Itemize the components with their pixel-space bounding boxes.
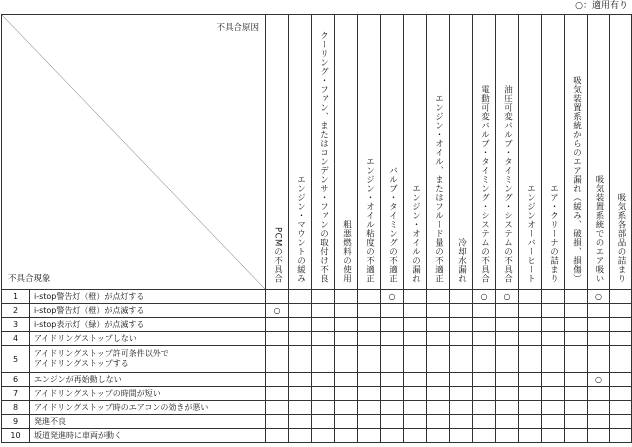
cause-column-header [266,15,289,290]
empty-cell [312,346,335,373]
empty-cell [610,401,632,415]
empty-cell [542,415,565,429]
empty-cell [565,290,588,304]
symptom-text: i-stop表示灯（緑）が点滅する [30,318,266,332]
empty-cell [312,304,335,318]
empty-cell [335,387,358,401]
empty-cell [496,332,519,346]
empty-cell [588,332,610,346]
empty-cell [542,346,565,373]
cause-column-label: 吸気装置系統からのエア漏れ（緩み、破損、損傷） [571,76,582,283]
cause-axis-label: 不具合原因 [216,23,259,33]
empty-cell [427,429,450,443]
row-number: 10 [2,429,30,443]
cause-column-label: エンジン・オイルの漏れ [410,184,421,283]
empty-cell [519,332,542,346]
empty-cell [496,304,519,318]
empty-cell [450,415,473,429]
empty-cell [358,429,381,443]
row-number: 9 [2,415,30,429]
empty-cell [473,401,496,415]
empty-cell [610,415,632,429]
empty-cell [519,373,542,387]
empty-cell [381,415,404,429]
empty-cell [450,401,473,415]
empty-cell [335,304,358,318]
empty-cell [312,332,335,346]
empty-cell [266,415,289,429]
empty-cell [496,401,519,415]
cause-column-label: 吸気装置系統でのエア吸い [594,175,604,283]
symptom-text: i-stop警告灯（橙）が点滅する [30,304,266,318]
empty-cell [610,373,632,387]
empty-cell [473,373,496,387]
empty-cell [519,290,542,304]
empty-cell [610,290,632,304]
cause-column-header [358,15,381,290]
cause-column-label: エア・クリーナの詰まり [548,184,559,283]
empty-cell [358,318,381,332]
empty-cell [450,429,473,443]
cause-column-label: 吸気系各部品の詰まり [616,193,626,283]
empty-cell [588,415,610,429]
cause-column-header [473,15,496,290]
symptom-rows [2,290,632,443]
empty-cell [610,429,632,443]
empty-cell [565,387,588,401]
cause-column-header [610,15,632,290]
empty-cell [588,318,610,332]
empty-cell [404,387,427,401]
cause-column-header [404,15,427,290]
empty-cell [542,304,565,318]
empty-cell [266,346,289,373]
empty-cell [519,304,542,318]
cause-symptom-matrix [1,14,632,443]
empty-cell [588,429,610,443]
empty-cell [519,429,542,443]
empty-cell [519,346,542,373]
empty-cell [473,318,496,332]
empty-cell [473,429,496,443]
empty-cell [427,373,450,387]
cause-column-label: 粗悪燃料の使用 [341,220,352,283]
empty-cell [289,401,312,415]
empty-cell [312,429,335,443]
empty-cell [427,290,450,304]
cause-column-label: 電動可変バルブ・タイミング・システムの不具合 [479,85,490,283]
empty-cell [473,304,496,318]
table-row [2,415,632,429]
cause-column-label: エンジン・マウントの緩み [295,175,306,283]
cause-column-header [450,15,473,290]
cause-column-header [565,15,588,290]
empty-cell [542,401,565,415]
empty-cell [404,318,427,332]
row-number: 5 [2,346,30,373]
empty-cell [381,387,404,401]
empty-cell [358,415,381,429]
empty-cell [565,346,588,373]
empty-cell [473,346,496,373]
empty-cell [335,401,358,415]
cause-column-header [496,15,519,290]
applicable-mark: ○ [266,304,289,318]
cause-column-label: 冷却水漏れ [456,238,467,283]
header-row [2,15,632,290]
empty-cell [519,415,542,429]
empty-cell [289,415,312,429]
empty-cell [404,415,427,429]
row-number: 3 [2,318,30,332]
cause-column-label: クーリング・ファン、またはコンデンサ・ファンの取付け不良 [318,31,329,283]
cause-column-header [312,15,335,290]
row-number: 1 [2,290,30,304]
table-row [2,387,632,401]
empty-cell [610,387,632,401]
empty-cell [381,373,404,387]
empty-cell [289,387,312,401]
empty-cell [427,332,450,346]
row-number: 8 [2,401,30,415]
empty-cell [335,346,358,373]
empty-cell [266,373,289,387]
empty-cell [542,318,565,332]
empty-cell [335,429,358,443]
symptom-text: アイドリングストップの時間が短い [30,387,266,401]
empty-cell [610,346,632,373]
empty-cell [404,401,427,415]
empty-cell [358,332,381,346]
cause-column-header [542,15,565,290]
empty-cell [565,401,588,415]
diagonal-line [2,15,265,289]
empty-cell [427,415,450,429]
empty-cell [588,387,610,401]
empty-cell [335,318,358,332]
empty-cell [565,415,588,429]
cause-column-header [588,15,610,290]
empty-cell [427,304,450,318]
empty-cell [404,304,427,318]
empty-cell [289,290,312,304]
cause-column-label: PCMの不具合 [272,227,283,283]
empty-cell [312,290,335,304]
empty-cell [588,346,610,373]
table-row [2,429,632,443]
empty-cell [427,401,450,415]
empty-cell [289,304,312,318]
empty-cell [358,401,381,415]
cause-column-header [381,15,404,290]
empty-cell [496,387,519,401]
empty-cell [542,332,565,346]
empty-cell [427,318,450,332]
symptom-text: アイドリングストップ許可条件以外で アイドリングストップする [30,346,266,373]
empty-cell [381,304,404,318]
empty-cell [473,387,496,401]
table-row [2,401,632,415]
cause-column-header [289,15,312,290]
empty-cell [266,387,289,401]
symptom-text: エンジンが再始動しない [30,373,266,387]
empty-cell [358,290,381,304]
empty-cell [312,415,335,429]
symptom-text: 発進不良 [30,415,266,429]
empty-cell [335,415,358,429]
symptom-text: アイドリングストップ時のエアコンの効きが悪い [30,401,266,415]
empty-cell [381,401,404,415]
empty-cell [427,387,450,401]
empty-cell [404,373,427,387]
row-number: 7 [2,387,30,401]
cause-column-label: エンジン・オイル、またはフルード量の不適正 [433,94,444,283]
applicable-mark: ○ [588,290,610,304]
empty-cell [312,401,335,415]
empty-cell [542,429,565,443]
empty-cell [565,429,588,443]
empty-cell [519,387,542,401]
empty-cell [588,401,610,415]
applicable-mark: ○ [473,290,496,304]
empty-cell [588,304,610,318]
empty-cell [335,290,358,304]
empty-cell [450,332,473,346]
empty-cell [565,332,588,346]
cause-column-header [335,15,358,290]
applicable-mark: ○ [381,290,404,304]
table-row [2,373,632,387]
empty-cell [427,346,450,373]
empty-cell [381,429,404,443]
empty-cell [404,429,427,443]
table-row [2,290,632,304]
table-row [2,318,632,332]
empty-cell [496,429,519,443]
empty-cell [289,318,312,332]
symptom-text: アイドリングストップしない [30,332,266,346]
empty-cell [335,332,358,346]
empty-cell [450,290,473,304]
empty-cell [610,318,632,332]
cause-column-header [519,15,542,290]
empty-cell [519,318,542,332]
empty-cell [266,429,289,443]
cause-column-label: バルブ・タイミングの不適正 [387,166,398,283]
empty-cell [565,318,588,332]
row-number: 6 [2,373,30,387]
empty-cell [266,332,289,346]
empty-cell [450,318,473,332]
empty-cell [266,401,289,415]
empty-cell [473,415,496,429]
symptom-axis-label: 不具合現象 [8,274,51,284]
table-row [2,332,632,346]
empty-cell [404,332,427,346]
empty-cell [496,346,519,373]
empty-cell [542,387,565,401]
empty-cell [381,346,404,373]
cause-column-label: エンジンオーバーヒート [525,184,536,283]
empty-cell [404,290,427,304]
empty-cell [289,429,312,443]
empty-cell [358,304,381,318]
empty-cell [404,346,427,373]
cause-column-header [427,15,450,290]
applicable-mark: ○ [588,373,610,387]
empty-cell [312,387,335,401]
cause-column-label: エンジン・オイル粘度の不適正 [364,157,375,283]
empty-cell [381,332,404,346]
empty-cell [610,332,632,346]
symptom-text: i-stop警告灯（橙）が点灯する [30,290,266,304]
empty-cell [542,373,565,387]
empty-cell [358,346,381,373]
empty-cell [496,415,519,429]
empty-cell [358,373,381,387]
empty-cell [358,387,381,401]
empty-cell [450,387,473,401]
empty-cell [289,346,312,373]
table-row [2,304,632,318]
row-number: 2 [2,304,30,318]
empty-cell [312,318,335,332]
empty-cell [565,373,588,387]
empty-cell [450,304,473,318]
empty-cell [496,373,519,387]
empty-cell [473,332,496,346]
empty-cell [496,318,519,332]
empty-cell [289,332,312,346]
empty-cell [312,373,335,387]
empty-cell [610,304,632,318]
empty-cell [335,373,358,387]
empty-cell [519,401,542,415]
diagonal-header-cell [2,15,266,290]
empty-cell [450,346,473,373]
row-number: 4 [2,332,30,346]
applicable-mark: ○ [496,290,519,304]
empty-cell [565,304,588,318]
empty-cell [381,318,404,332]
symptom-text: 坂道発進時に車両が動く [30,429,266,443]
empty-cell [542,290,565,304]
legend-note: ○：適用有り [575,1,628,11]
empty-cell [266,290,289,304]
empty-cell [266,318,289,332]
empty-cell [289,373,312,387]
table-row [2,346,632,373]
cause-column-label: 油圧可変バルブ・タイミング・システムの不具合 [502,85,513,283]
empty-cell [450,373,473,387]
